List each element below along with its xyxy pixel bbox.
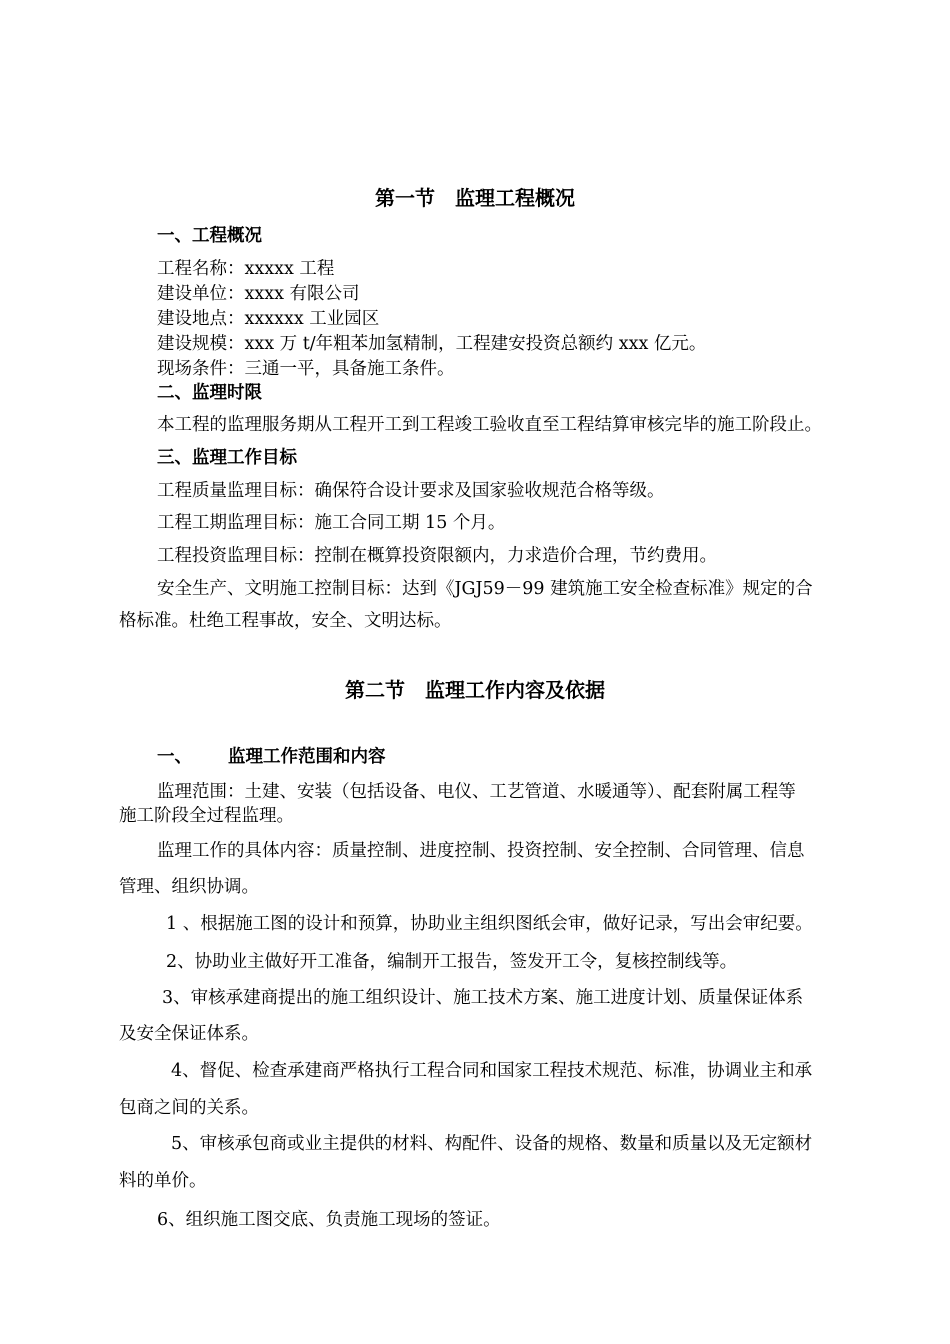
work-item-5-line1: 5、审核承包商或业主提供的材料、构配件、设备的规格、数量和质量以及无定额材 [171, 1134, 813, 1154]
scope-heading [157, 745, 386, 769]
construction-site-line: 建设地点：xxxxxx 工业园区 [157, 309, 380, 329]
investment-goal-line: 工程投资监理目标：控制在概算投资限额内，力求造价合理，节约费用。 [157, 546, 717, 566]
construction-scale-line: 建设规模：xxx 万 t/年粗苯加氢精制，工程建安投资总额约 xxx 亿元。 [157, 334, 707, 354]
period-heading: 二、监理时限 [157, 383, 262, 403]
section1-title: 第一节 监理工程概况 [375, 186, 575, 210]
scope-range-line1: 监理范围：土建、安装（包括设备、电仪、工艺管道、水暖通等）、配套附属工程等 [157, 782, 796, 802]
schedule-goal-line: 工程工期监理目标：施工合同工期 15 个月。 [157, 513, 506, 533]
scope-heading-number: 一、 [157, 747, 192, 767]
construction-unit-line: 建设单位：xxxx 有限公司 [157, 284, 360, 304]
work-item-3-line1: 3、审核承建商提出的施工组织设计、施工技术方案、施工进度计划、质量保证体系 [162, 988, 804, 1008]
work-item-6: 6、组织施工图交底、负责施工现场的签证。 [157, 1210, 501, 1230]
work-item-5-line2: 料的单价。 [119, 1171, 207, 1191]
scope-content-line2: 管理、组织协调。 [119, 877, 259, 897]
work-item-2: 2、协助业主做好开工准备，编制开工报告，签发开工令，复核控制线等。 [166, 952, 738, 972]
scope-content-line1: 监理工作的具体内容：质量控制、进度控制、投资控制、安全控制、合同管理、信息 [157, 841, 805, 861]
work-item-1: 1 、根据施工图的设计和预算，协助业主组织图纸会审，做好记录，写出会审纪要。 [166, 914, 813, 934]
section2-title: 第二节 监理工作内容及依据 [345, 678, 605, 702]
scope-heading-text: 监理工作范围和内容 [228, 747, 386, 767]
safety-goal-line1: 安全生产、文明施工控制目标：达到《JGJ59－99 建筑施工安全检查标准》规定的合 [157, 579, 813, 599]
scope-range-line2: 施工阶段全过程监理。 [119, 806, 294, 826]
goals-heading: 三、监理工作目标 [157, 448, 297, 468]
overview-heading: 一、工程概况 [157, 226, 262, 246]
project-name-line: 工程名称：xxxxx 工程 [157, 259, 335, 279]
quality-goal-line: 工程质量监理目标：确保符合设计要求及国家验收规范合格等级。 [157, 481, 665, 501]
work-item-4-line1: 4、督促、检查承建商严格执行工程合同和国家工程技术规范、标准，协调业主和承 [171, 1061, 813, 1081]
site-conditions-line: 现场条件：三通一平，具备施工条件。 [157, 359, 455, 379]
work-item-3-line2: 及安全保证体系。 [119, 1024, 259, 1044]
safety-goal-line2: 格标准。杜绝工程事故，安全、文明达标。 [119, 611, 452, 631]
period-text: 本工程的监理服务期从工程开工到工程竣工验收直至工程结算审核完毕的施工阶段止。 [157, 415, 822, 435]
work-item-4-line2: 包商之间的关系。 [119, 1098, 259, 1118]
